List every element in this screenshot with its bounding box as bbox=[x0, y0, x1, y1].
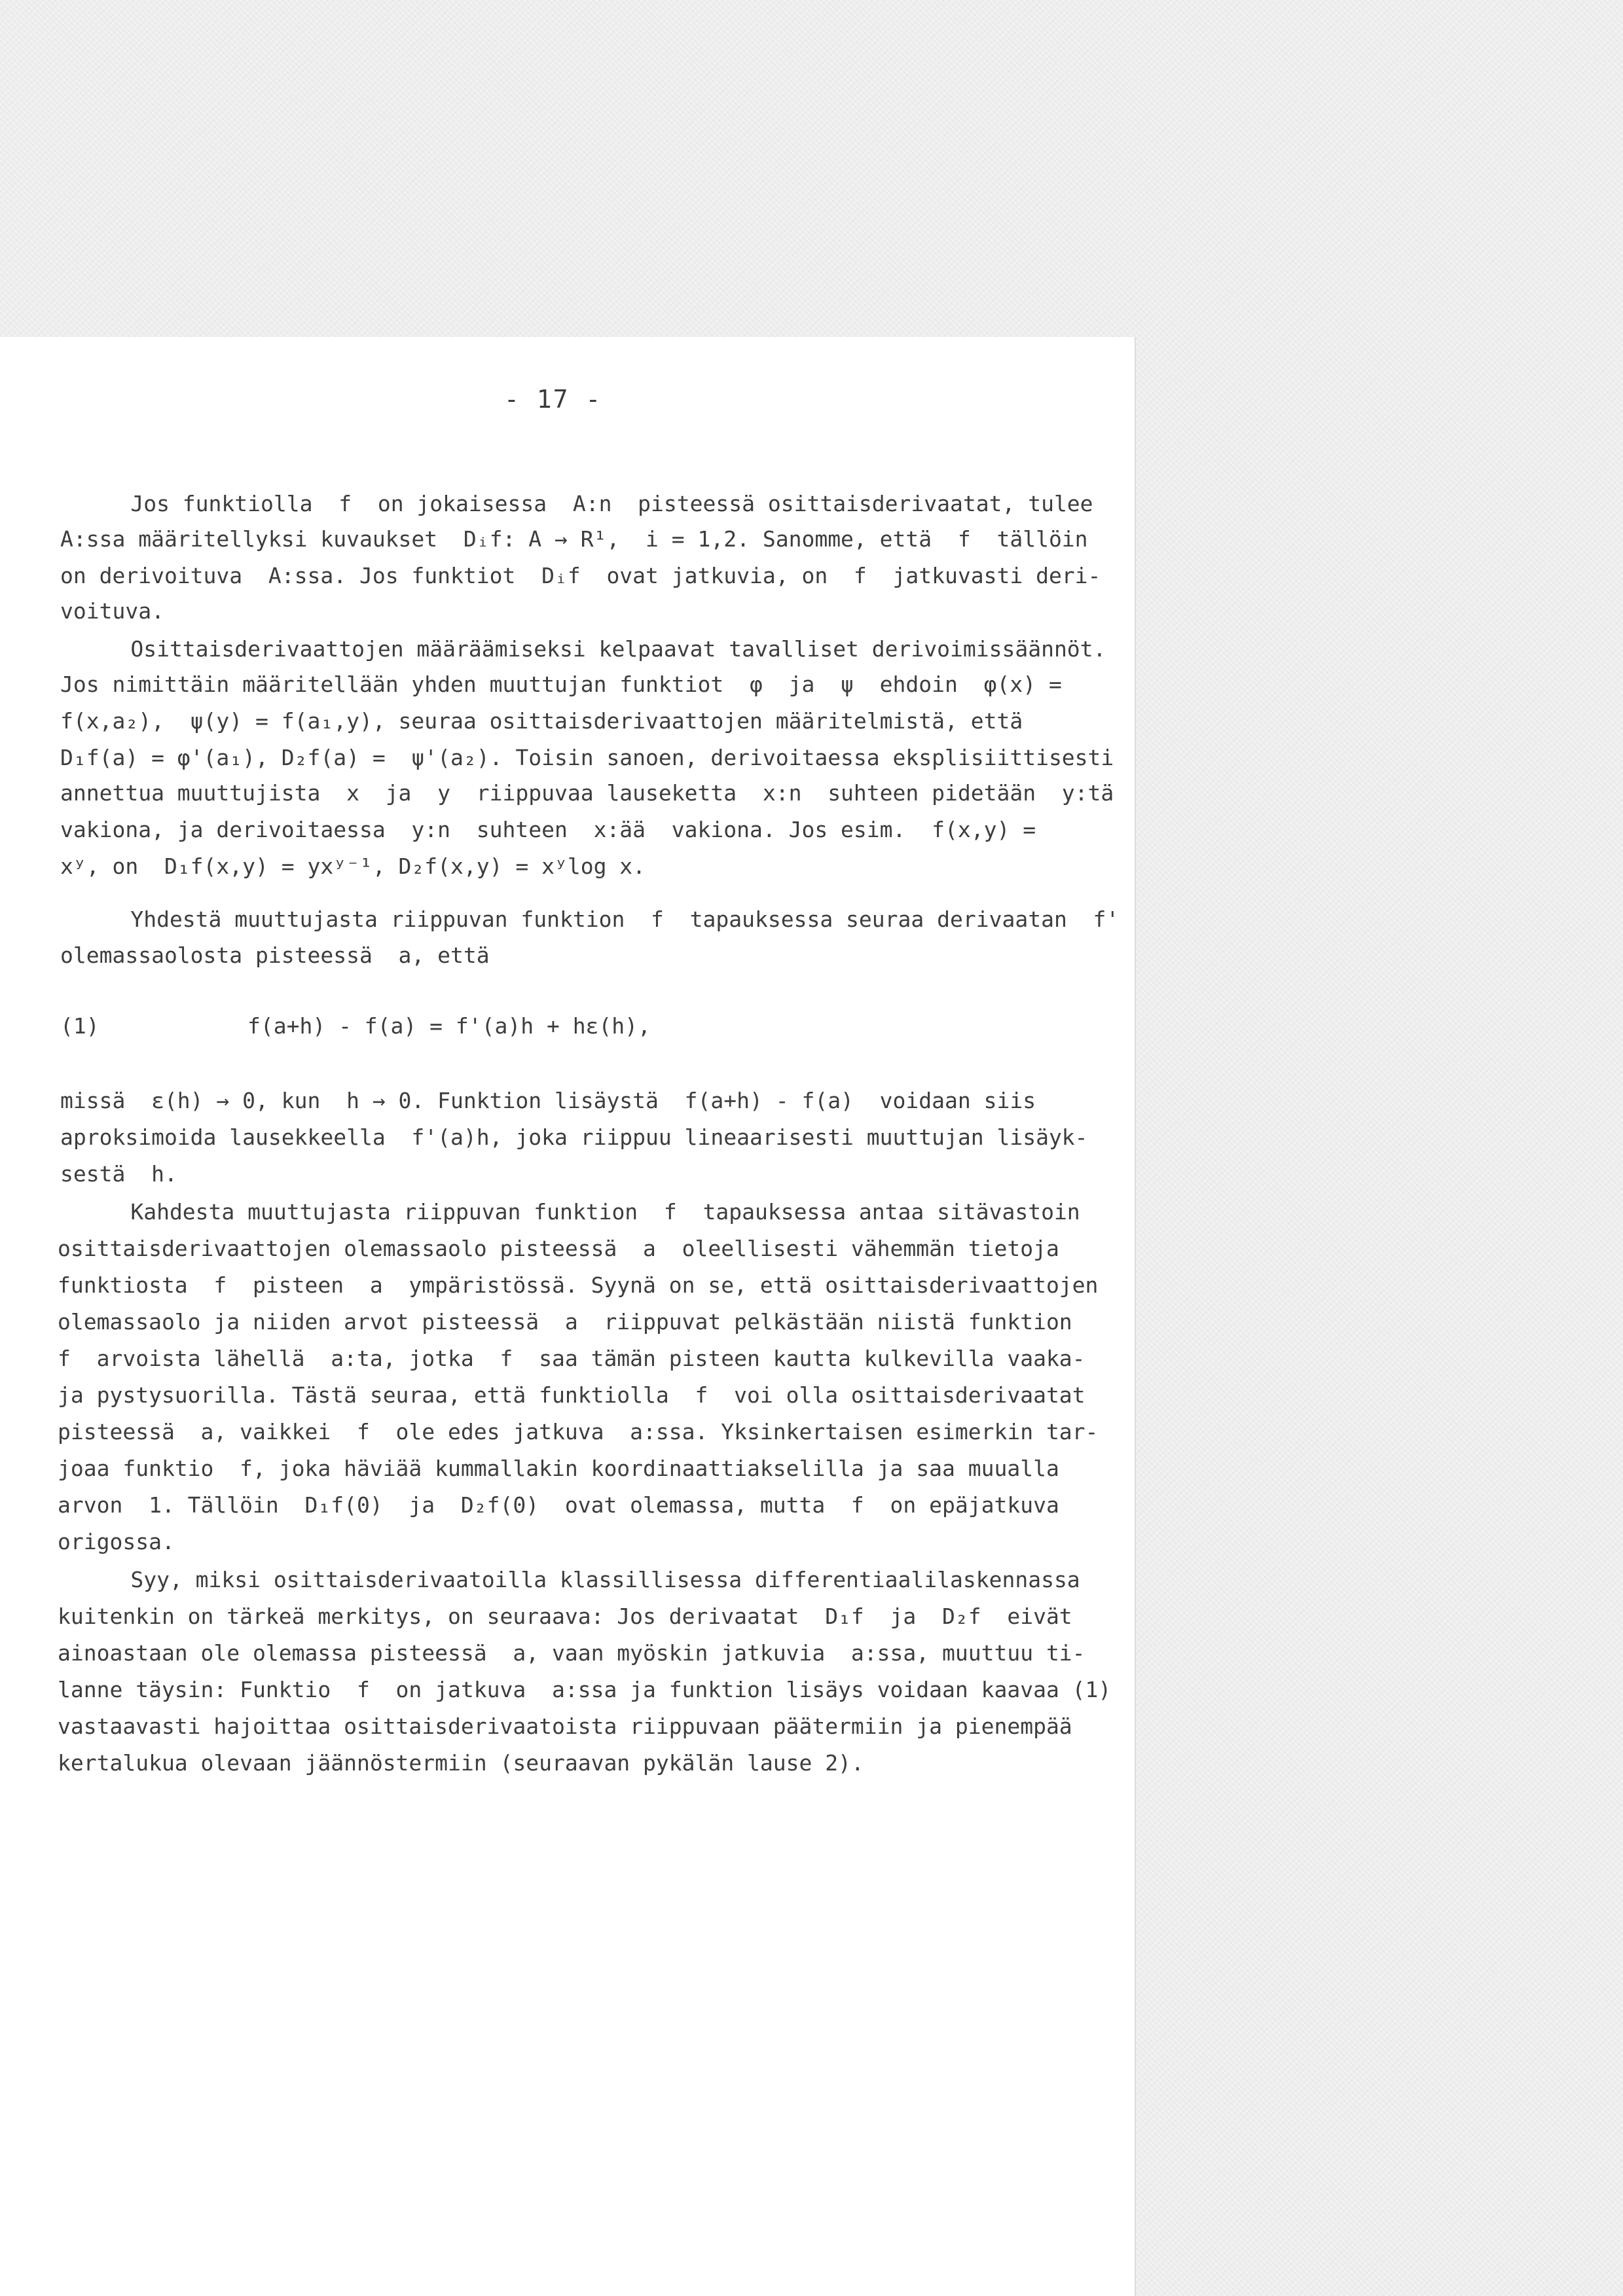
text-line: olemassaolo ja niiden arvot pisteessä a riippuvat pelkästään niistä funktion bbox=[58, 1309, 1072, 1335]
text-line: olemassaolosta pisteessä a, että bbox=[60, 942, 490, 968]
text-line: aproksimoida lausekkeella f'(a)h, joka riippuu lineaarisesti muuttujan lisäyk- bbox=[60, 1124, 1088, 1150]
text-line: on derivoituva A:ssa. Jos funktiot Dᵢf ovat jatkuvia, on f jatkuvasti deri- bbox=[60, 563, 1101, 588]
text-line: pisteessä a, vaikkei f ole edes jatkuva a:ssa. Yksinkertaisen esimerkin tar- bbox=[58, 1419, 1099, 1444]
equation: f(a+h) - f(a) = f'(a)h + hε(h), bbox=[247, 1013, 651, 1039]
text-line: origossa. bbox=[58, 1529, 175, 1554]
text-line: missä ε(h) → 0, kun h → 0. Funktion lisäystä f(a+h) - f(a) voidaan siis bbox=[60, 1088, 1036, 1113]
text-line: ja pystysuorilla. Tästä seuraa, että funktiolla f voi olla osittaisderivaatat bbox=[58, 1382, 1085, 1408]
text-line: Syy, miksi osittaisderivaatoilla klassillisessa differentiaalilaskennassa bbox=[65, 1567, 1080, 1592]
text-line: vakiona, ja derivoitaessa y:n suhteen x:ää vakiona. Jos esim. f(x,y) = bbox=[60, 817, 1036, 842]
text-line: lanne täysin: Funktio f on jatkuva a:ssa ja funktion lisäys voidaan kaavaa (1) bbox=[58, 1677, 1112, 1702]
text-line: Jos nimittäin määritellään yhden muuttujan funktiot φ ja ψ ehdoin φ(x) = bbox=[60, 672, 1062, 697]
text-line: D₁f(a) = φ'(a₁), D₂f(a) = ψ'(a₂). Toisin sanoen, derivoitaessa eksplisiittisesti bbox=[60, 745, 1114, 770]
equation-label: (1) bbox=[60, 1013, 100, 1039]
text-line: sestä h. bbox=[60, 1161, 177, 1187]
text-line: xʸ, on D₁f(x,y) = yxʸ⁻¹, D₂f(x,y) = xʸlog x. bbox=[60, 853, 646, 879]
text-line: kertalukua olevaan jäännöstermiin (seuraavan pykälän lause 2). bbox=[58, 1750, 864, 1776]
text-line: f(x,a₂), ψ(y) = f(a₁,y), seuraa osittaisderivaattojen määritelmistä, että bbox=[60, 708, 1023, 734]
text-line: vastaavasti hajoittaa osittaisderivaatoista riippuvaan päätermiin ja pienempää bbox=[58, 1713, 1072, 1739]
text-line: A:ssa määritellyksi kuvaukset Dᵢf: A → R¹, i = 1,2. Sanomme, että f tällöin bbox=[60, 526, 1088, 552]
text-line: funktiosta f pisteen a ympäristössä. Syynä on se, että osittaisderivaattojen bbox=[58, 1272, 1099, 1298]
text-line: ainoastaan ole olemassa pisteessä a, vaan myöskin jatkuvia a:ssa, muuttuu ti- bbox=[58, 1640, 1085, 1666]
text-line: kuitenkin on tärkeä merkitys, on seuraava: Jos derivaatat D₁f ja D₂f eivät bbox=[58, 1604, 1072, 1629]
page-number: - 17 - bbox=[504, 385, 602, 414]
text-line: annettua muuttujista x ja y riippuvaa lauseketta x:n suhteen pidetään y:tä bbox=[60, 780, 1114, 806]
text-line: Kahdesta muuttujasta riippuvan funktion f tapauksessa antaa sitävastoin bbox=[65, 1199, 1080, 1225]
text-line: Osittaisderivaattojen määräämiseksi kelpaavat tavalliset derivoimissäännöt. bbox=[65, 636, 1106, 662]
text-line: f arvoista lähellä a:ta, jotka f saa tämän pisteen kautta kulkevilla vaaka- bbox=[58, 1346, 1085, 1371]
text-line: Jos funktiolla f on jokaisessa A:n pisteessä osittaisderivaatat, tulee bbox=[65, 491, 1093, 516]
text-line: voituva. bbox=[60, 598, 164, 624]
text-line: osittaisderivaattojen olemassaolo pisteessä a oleellisesti vähemmän tietoja bbox=[58, 1236, 1059, 1261]
text-line: joaa funktio f, joka häviää kummallakin koordinaattiakselilla ja saa muualla bbox=[58, 1456, 1059, 1481]
text-line: Yhdestä muuttujasta riippuvan funktion f tapauksessa seuraa derivaatan f' bbox=[65, 906, 1120, 932]
text-line: arvon 1. Tällöin D₁f(0) ja D₂f(0) ovat olemassa, mutta f on epäjatkuva bbox=[58, 1492, 1059, 1518]
